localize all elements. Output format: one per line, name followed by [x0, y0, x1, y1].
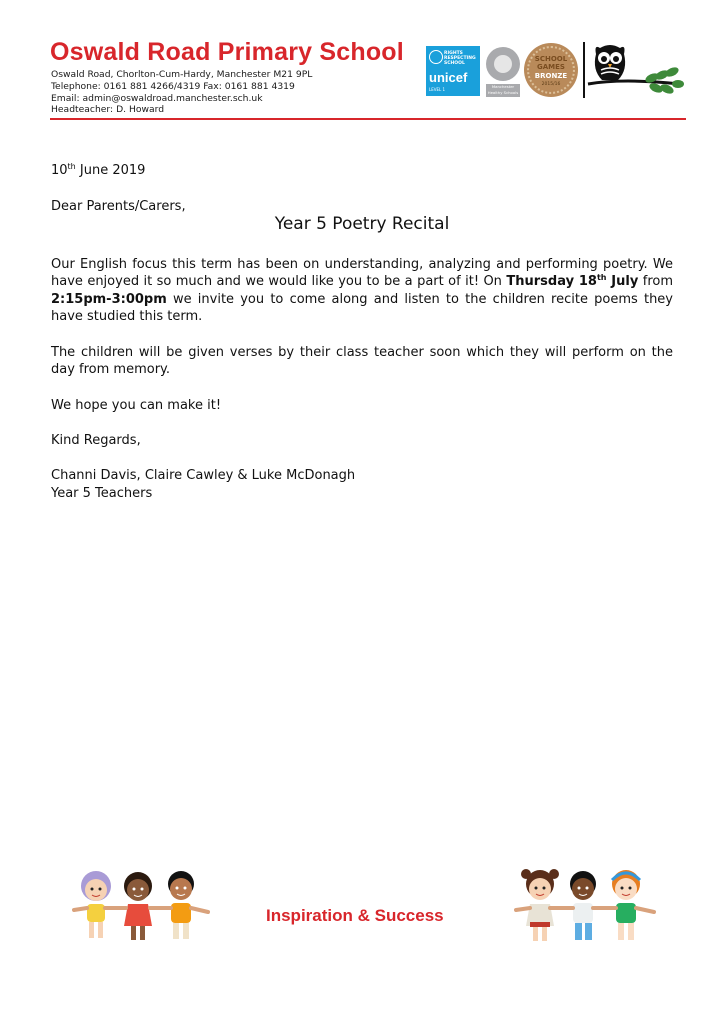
signatory-role: Year 5 Teachers: [51, 486, 153, 501]
owl-icon: [582, 40, 686, 100]
children-illustration-left: [66, 864, 216, 946]
paragraph-invitation: Our English focus this term has been on understanding, analyzing and performing poetry. We have enjoyed it so much and we would like you to be a part of it! On Thursday 18th July from 2:15pm-3:00pm we invite you to come along and listen to the children recite poems they have studied this term.: [51, 257, 674, 325]
salutation: Dear Parents/Carers,: [51, 199, 186, 214]
unicef-wordmark: unicef: [429, 70, 468, 85]
school-motto: Inspiration & Success: [266, 906, 444, 925]
letter-date: 10th June 2019: [51, 162, 146, 178]
school-address: Oswald Road, Chorlton-Cum-Hardy, Manchester M21 9PL: [51, 69, 313, 80]
games-year: 2015/16: [541, 82, 561, 87]
closing: Kind Regards,: [51, 433, 141, 448]
healthy-schools-tag: Manchester Healthy Schools: [487, 84, 519, 95]
paragraph-hope: We hope you can make it!: [51, 398, 222, 413]
school-name: Oswald Road Primary School: [50, 38, 404, 66]
owl-logo: [582, 40, 686, 100]
unicef-rrs-logo: [426, 46, 480, 96]
school-games-bronze-logo: [524, 43, 578, 97]
healthy-schools-logo: [486, 47, 520, 99]
headteacher-line: Headteacher: D. Howard: [51, 104, 165, 116]
paragraph-verses: The children will be given verses by their class teacher soon which they will perform on the day from memory.: [51, 345, 673, 378]
rrs-label: RIGHTS RESPECTING SCHOOL: [444, 51, 476, 66]
globe-icon: [429, 50, 443, 64]
school-games-title: SCHOOL GAMES: [534, 55, 568, 71]
bronze-label: BRONZE: [534, 72, 568, 80]
children-illustration-right: [510, 864, 660, 948]
children-right-icon: [510, 864, 660, 948]
rrs-level: LEVEL 1: [429, 87, 446, 92]
letter-title: Year 5 Poetry Recital: [274, 214, 450, 234]
header-divider: [50, 118, 686, 120]
contact-block: [51, 69, 312, 116]
badge-circle-icon: [486, 47, 520, 81]
signatories: Channi Davis, Claire Cawley & Luke McDonagh: [51, 468, 356, 483]
telephone-line: Telephone: 0161 881 4266/4319 Fax: 0161 881 4319: [51, 80, 295, 92]
children-left-icon: [66, 864, 216, 946]
email-line: Email: admin@oswaldroad.manchester.sch.uk: [51, 92, 263, 104]
